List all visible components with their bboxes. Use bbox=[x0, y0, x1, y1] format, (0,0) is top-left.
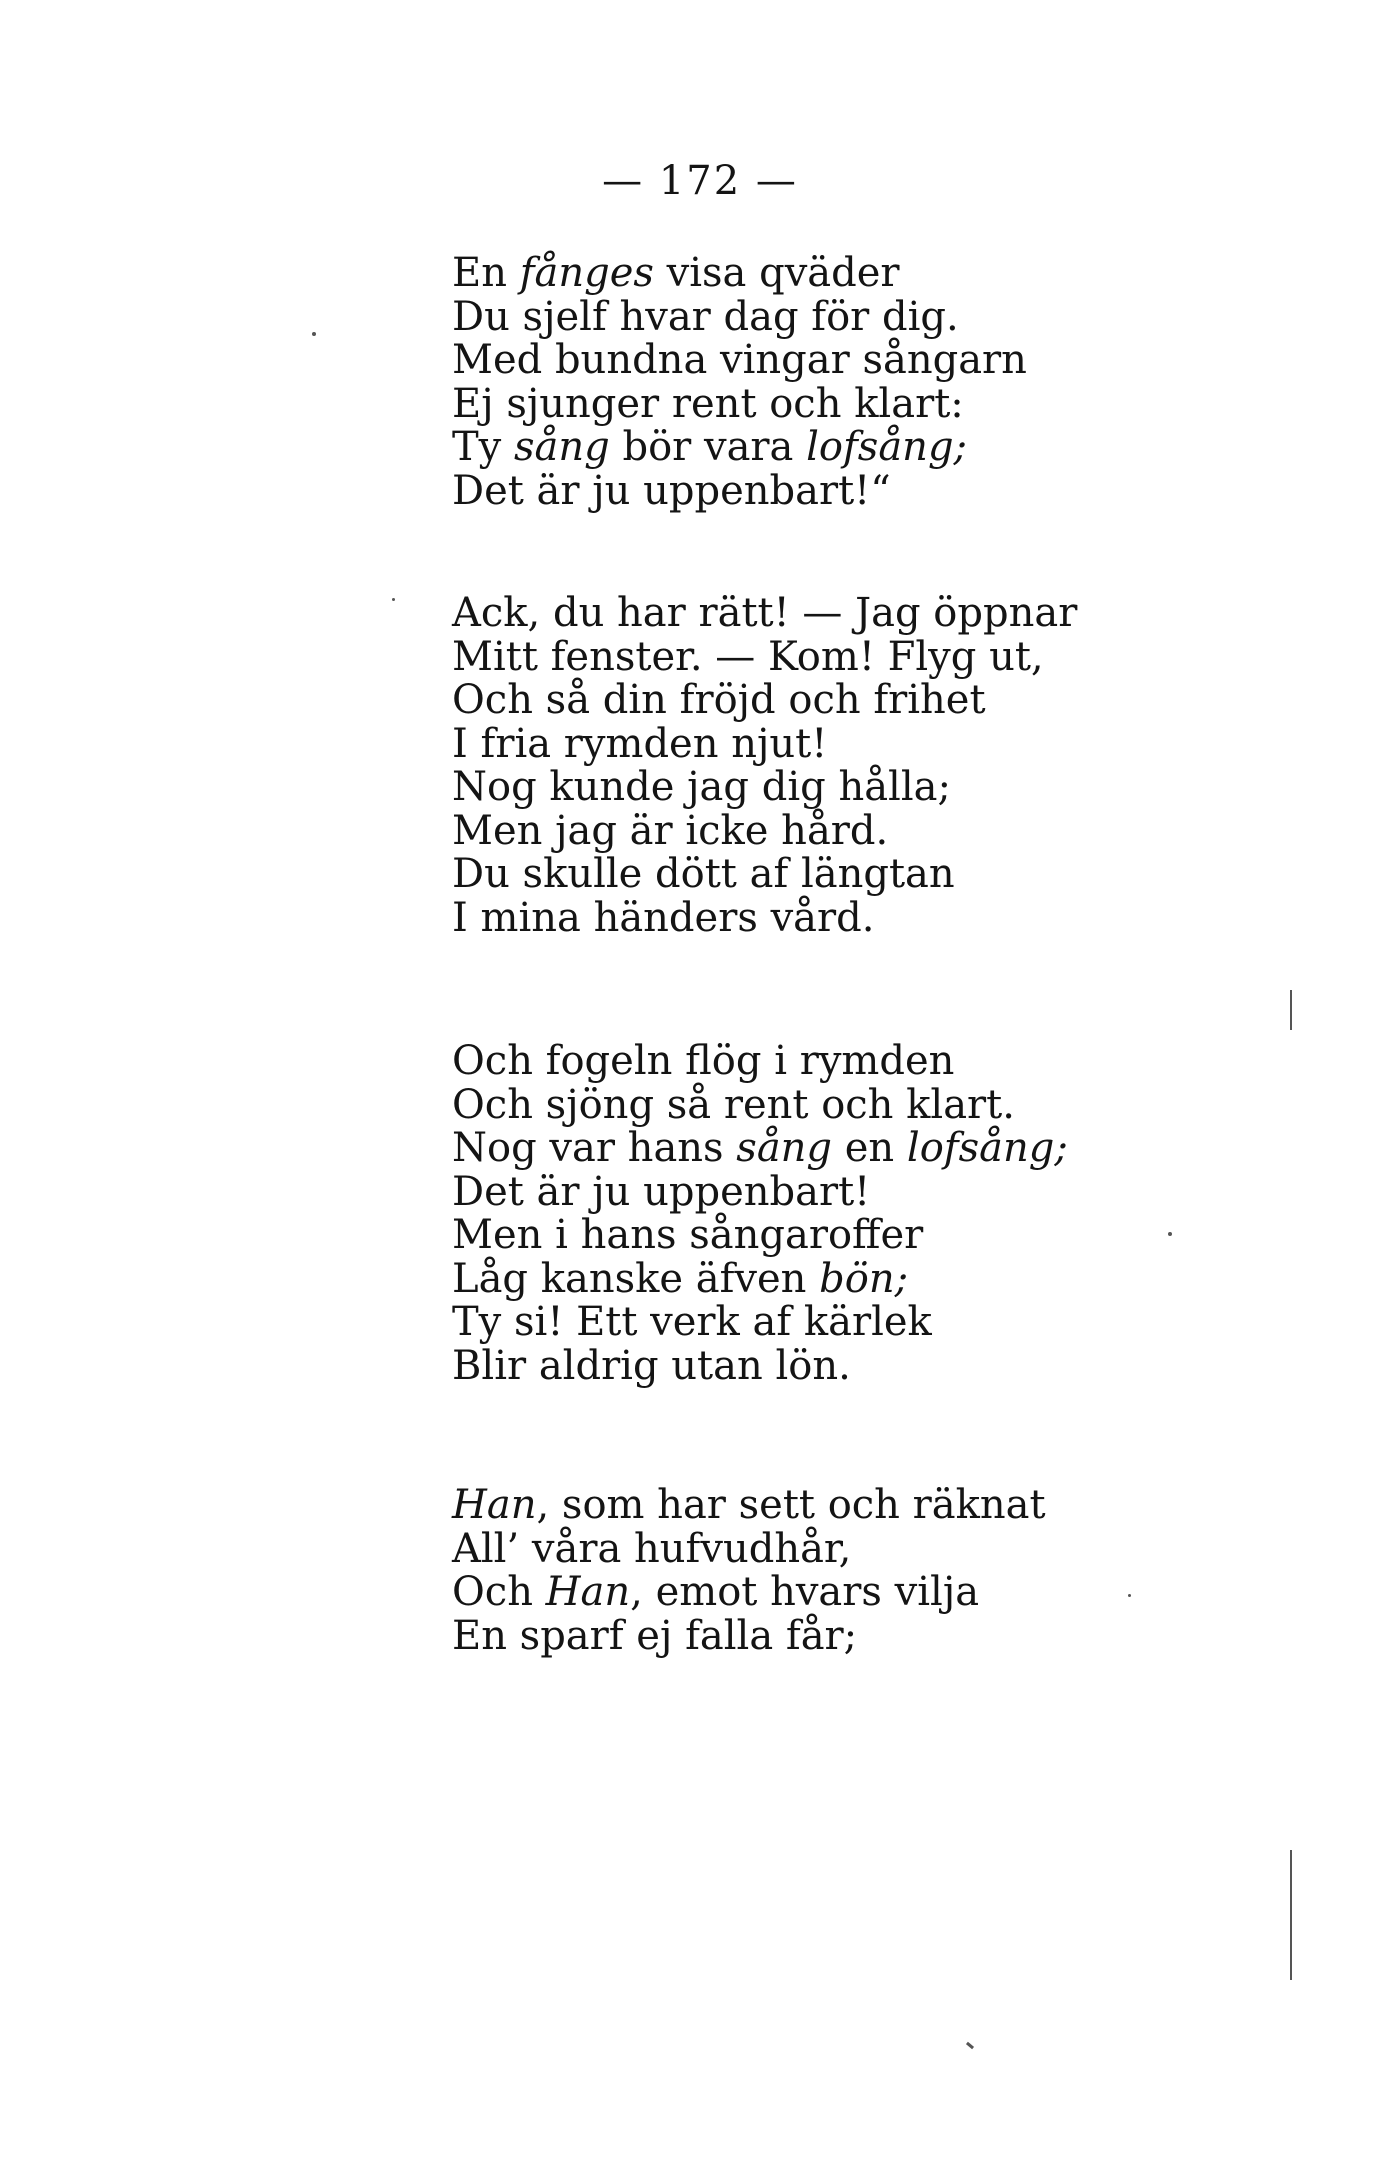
poem-line bbox=[452, 252, 1027, 296]
line-text: Och bbox=[452, 1569, 546, 1615]
poem-line bbox=[452, 1484, 1046, 1528]
line-text: Nog var hans bbox=[452, 1125, 737, 1171]
line-text: Mitt fenster. — Kom! Flyg ut, bbox=[452, 633, 1044, 680]
line-text: En bbox=[452, 250, 520, 296]
line-text: Och sjöng så rent och klart. bbox=[452, 1081, 1015, 1128]
poem-line bbox=[452, 679, 1077, 723]
scan-speck bbox=[1128, 1594, 1131, 1597]
line-text: Men jag är icke hård. bbox=[452, 807, 889, 854]
poem-line bbox=[452, 853, 1077, 897]
poem-line bbox=[452, 339, 1027, 383]
poem-line bbox=[452, 766, 1077, 810]
line-text: Och så din fröjd och frihet bbox=[452, 677, 986, 723]
scan-speck bbox=[966, 2042, 974, 2049]
poem-line bbox=[452, 1168, 1068, 1215]
scan-speck bbox=[392, 598, 395, 601]
line-text: I mina händers vård. bbox=[452, 894, 875, 941]
line-text: Ej sjunger rent och klart: bbox=[452, 380, 964, 427]
emphasized-word: Han bbox=[545, 1569, 631, 1615]
page-number: — 172 — bbox=[602, 158, 798, 204]
line-text: Ty si! Ett verk af kärlek bbox=[452, 1299, 932, 1345]
line-text: I fria rymden njut! bbox=[452, 720, 828, 767]
poem-line bbox=[452, 807, 1077, 854]
line-text: All’ våra hufvudhår, bbox=[452, 1525, 852, 1572]
stanza bbox=[452, 252, 1027, 513]
poem-line bbox=[452, 1571, 1046, 1615]
poem-line bbox=[452, 467, 1027, 514]
line-text: , emot hvars vilja bbox=[630, 1569, 980, 1615]
poem-line bbox=[452, 592, 1077, 636]
line-text: Du skulle dött af längtan bbox=[452, 851, 955, 897]
poem-line bbox=[452, 380, 1027, 427]
scan-speck bbox=[312, 332, 316, 336]
stanza bbox=[452, 1484, 1046, 1658]
line-text: en bbox=[832, 1125, 907, 1171]
poem-line bbox=[452, 1255, 1068, 1302]
emphasized-word: fånges bbox=[519, 250, 654, 296]
emphasized-word: bön; bbox=[819, 1255, 909, 1302]
line-text: visa qväder bbox=[653, 250, 900, 296]
poem-line bbox=[452, 293, 1027, 340]
poem-line bbox=[452, 1525, 1046, 1572]
stanza bbox=[452, 1040, 1068, 1388]
poem-line bbox=[452, 1342, 1068, 1389]
line-text: Det är ju uppenbart!“ bbox=[452, 467, 891, 514]
emphasized-word: sång bbox=[736, 1125, 833, 1171]
poem-line bbox=[452, 720, 1077, 767]
emphasized-word: lofsång; bbox=[906, 1125, 1068, 1171]
line-text: Nog kunde jag dig hålla; bbox=[452, 764, 951, 810]
line-text: , som har sett och räknat bbox=[536, 1482, 1046, 1528]
emphasized-word: sång bbox=[514, 424, 610, 470]
poem-line bbox=[452, 633, 1077, 680]
line-text: Med bundna vingar sångarn bbox=[452, 337, 1027, 383]
poem-line bbox=[452, 1081, 1068, 1128]
poem-line bbox=[452, 1040, 1068, 1084]
line-text: Och fogeln flög i rymden bbox=[452, 1038, 955, 1084]
line-text: Det är ju uppenbart! bbox=[452, 1168, 871, 1215]
line-text: Ack, du har rätt! — Jag öppnar bbox=[452, 590, 1078, 636]
line-text: bör vara bbox=[609, 424, 807, 470]
poem-line bbox=[452, 1214, 1068, 1258]
poem-line bbox=[452, 894, 1077, 941]
line-text: Du sjelf hvar dag för dig. bbox=[452, 293, 959, 340]
edge-mark bbox=[1290, 990, 1292, 1030]
emphasized-word: Han bbox=[452, 1482, 537, 1528]
edge-mark bbox=[1290, 1850, 1292, 1980]
line-text: En sparf ej falla får; bbox=[452, 1612, 858, 1659]
poem-line bbox=[452, 1301, 1068, 1345]
poem-line bbox=[452, 1612, 1046, 1659]
scan-speck bbox=[1168, 1232, 1172, 1236]
line-text: Ty bbox=[452, 424, 514, 470]
line-text: Blir aldrig utan lön. bbox=[452, 1342, 851, 1389]
line-text: Men i hans sångaroffer bbox=[452, 1212, 924, 1258]
poem-line bbox=[452, 1127, 1068, 1171]
line-text: Låg kanske äfven bbox=[452, 1255, 820, 1302]
poem-line bbox=[452, 426, 1027, 470]
emphasized-word: lofsång; bbox=[806, 424, 968, 470]
stanza bbox=[452, 592, 1077, 940]
